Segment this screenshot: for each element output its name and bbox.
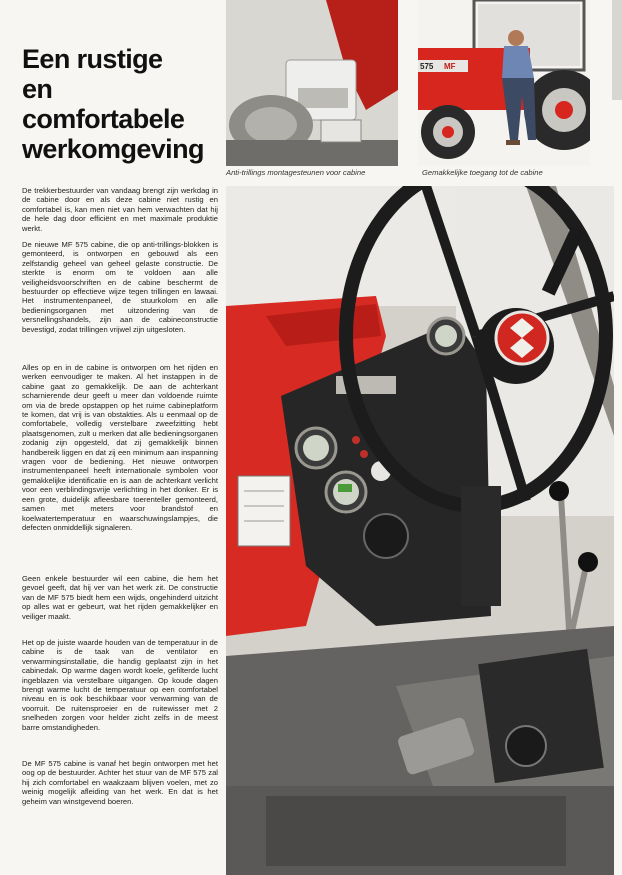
photo-cabin-mount xyxy=(226,0,398,166)
body-paragraph-5: Het op de juiste waarde houden van de temperatuur in de cabine is de taak van de ventilator en verwarmingsinstallatie, die handig geplaatst zijn in het cabinedak. Op warme dagen wordt koele, gefilterde lucht ingeblazen via verstelbare uitgangen. Op koude dagen brengt warme lucht de temperatuur op een comfortabel niveau en is ook beschikbaar voor verwarming van de voorruit. De ruitensproeier en de ruitewisser met 2 snelheden zorgen voor helder zicht zelfs in de meest barre omstandigheden. xyxy=(22,638,218,732)
body-paragraph-4: Geen enkele bestuurder wil een cabine, die hem het gevoel geeft, dat hij ver van het werk zit. De constructie van de MF 575 biedt hem een wijds, ongehinderd uitzicht op alles wat er gebeurt, wat het rijden gemakkelijker en veiliger maakt. xyxy=(22,574,218,621)
tractor-brand-label: MF xyxy=(444,62,456,71)
title-line-1: Een rustige xyxy=(22,44,163,74)
caption-tractor-entry: Gemakkelijke toegang tot de cabine xyxy=(422,168,543,177)
body-paragraph-2: De nieuwe MF 575 cabine, die op anti-trillings-blokken is gemonteerd, is ontworpen en gebouwd als een zelfstandig geheel van geheel gelaste constructie. De sterkte is enorm om te voldoen aan alle veiligheidsvoorschriften en de cabine beschermt de bestuurder op effectieve wijze tegen trillingen en lawaai. Het instrumentenpaneel, de stuurkolom en alle bedieningsorganen met uitzondering van de versnellingshandels, zijn aan de cabineconstructie bevestigd, zodat trillingen vrijwel zijn uitgesloten. xyxy=(22,240,218,334)
page-title xyxy=(22,44,218,164)
title-line-4: werkomgeving xyxy=(22,134,204,164)
title-line-2: en xyxy=(22,74,53,104)
photo-tractor-entry xyxy=(418,0,590,166)
caption-cabin-mount: Anti-trillings montagesteunen voor cabine xyxy=(226,168,366,177)
body-paragraph-1: De trekkerbestuurder van vandaag brengt zijn werkdag in de cabine door en als deze cabine niet rustig en comfortabel is, kan men niet van hem verwachten dat hij de hele dag door efficiënt en met maximale produktie werkt. xyxy=(22,186,218,233)
cabin-mount-illustration xyxy=(226,0,398,166)
cabin-interior-illustration xyxy=(226,186,614,875)
photo-cabin-interior xyxy=(226,186,614,875)
tractor-model-label: 575 xyxy=(420,62,434,71)
body-paragraph-6: De MF 575 cabine is vanaf het begin ontworpen met het oog op de bestuurder. Achter het stuur van de MF 575 zal hij zich comfortabel en waakzaam blijven voelen, met zo weinig mogelijk afleiding van het werk. En dat is het geheim van winstgevend boeren. xyxy=(22,759,218,806)
body-paragraph-3: Alles op en in de cabine is ontworpen om het rijden en werken eenvoudiger te maken. Al het instappen in de cabine gaat zo gemakkelijk. De aan de achterkant scharnierende deur geeft u meer dan voldoende ruimte om via de brede opstappen op het ruime cabineplatform te komen, dat vrij is van obstakties. Als u eenmaal op de comfortabele, volledig verstelbare zweefzitting hebt plaatsgenomen, zult u merken dat alle bedieningsorganen zodanig zijn opgesteld, dat zij gemakkelijk binnen handbereik liggen en dat zij een minimum aan inspanning vragen voor de bediening. Het nieuwe ontworpen instrumentenpaneel heeft internationale symbolen voor gemakkelijke identificatie en is aan de achterkant verlicht voor een verblindingsvrije verlichting in het donker. Er is een grote, duidelijk afleesbare toerenteller gemonteerd, samen met meters voor brandstof en koelwatertemperatuur en waarschuwingslampjes, die defecten onmiddellijk signaleren. xyxy=(22,363,218,532)
tractor-entry-illustration xyxy=(418,0,590,166)
page-edge xyxy=(612,0,622,100)
title-line-3: comfortabele xyxy=(22,104,185,134)
